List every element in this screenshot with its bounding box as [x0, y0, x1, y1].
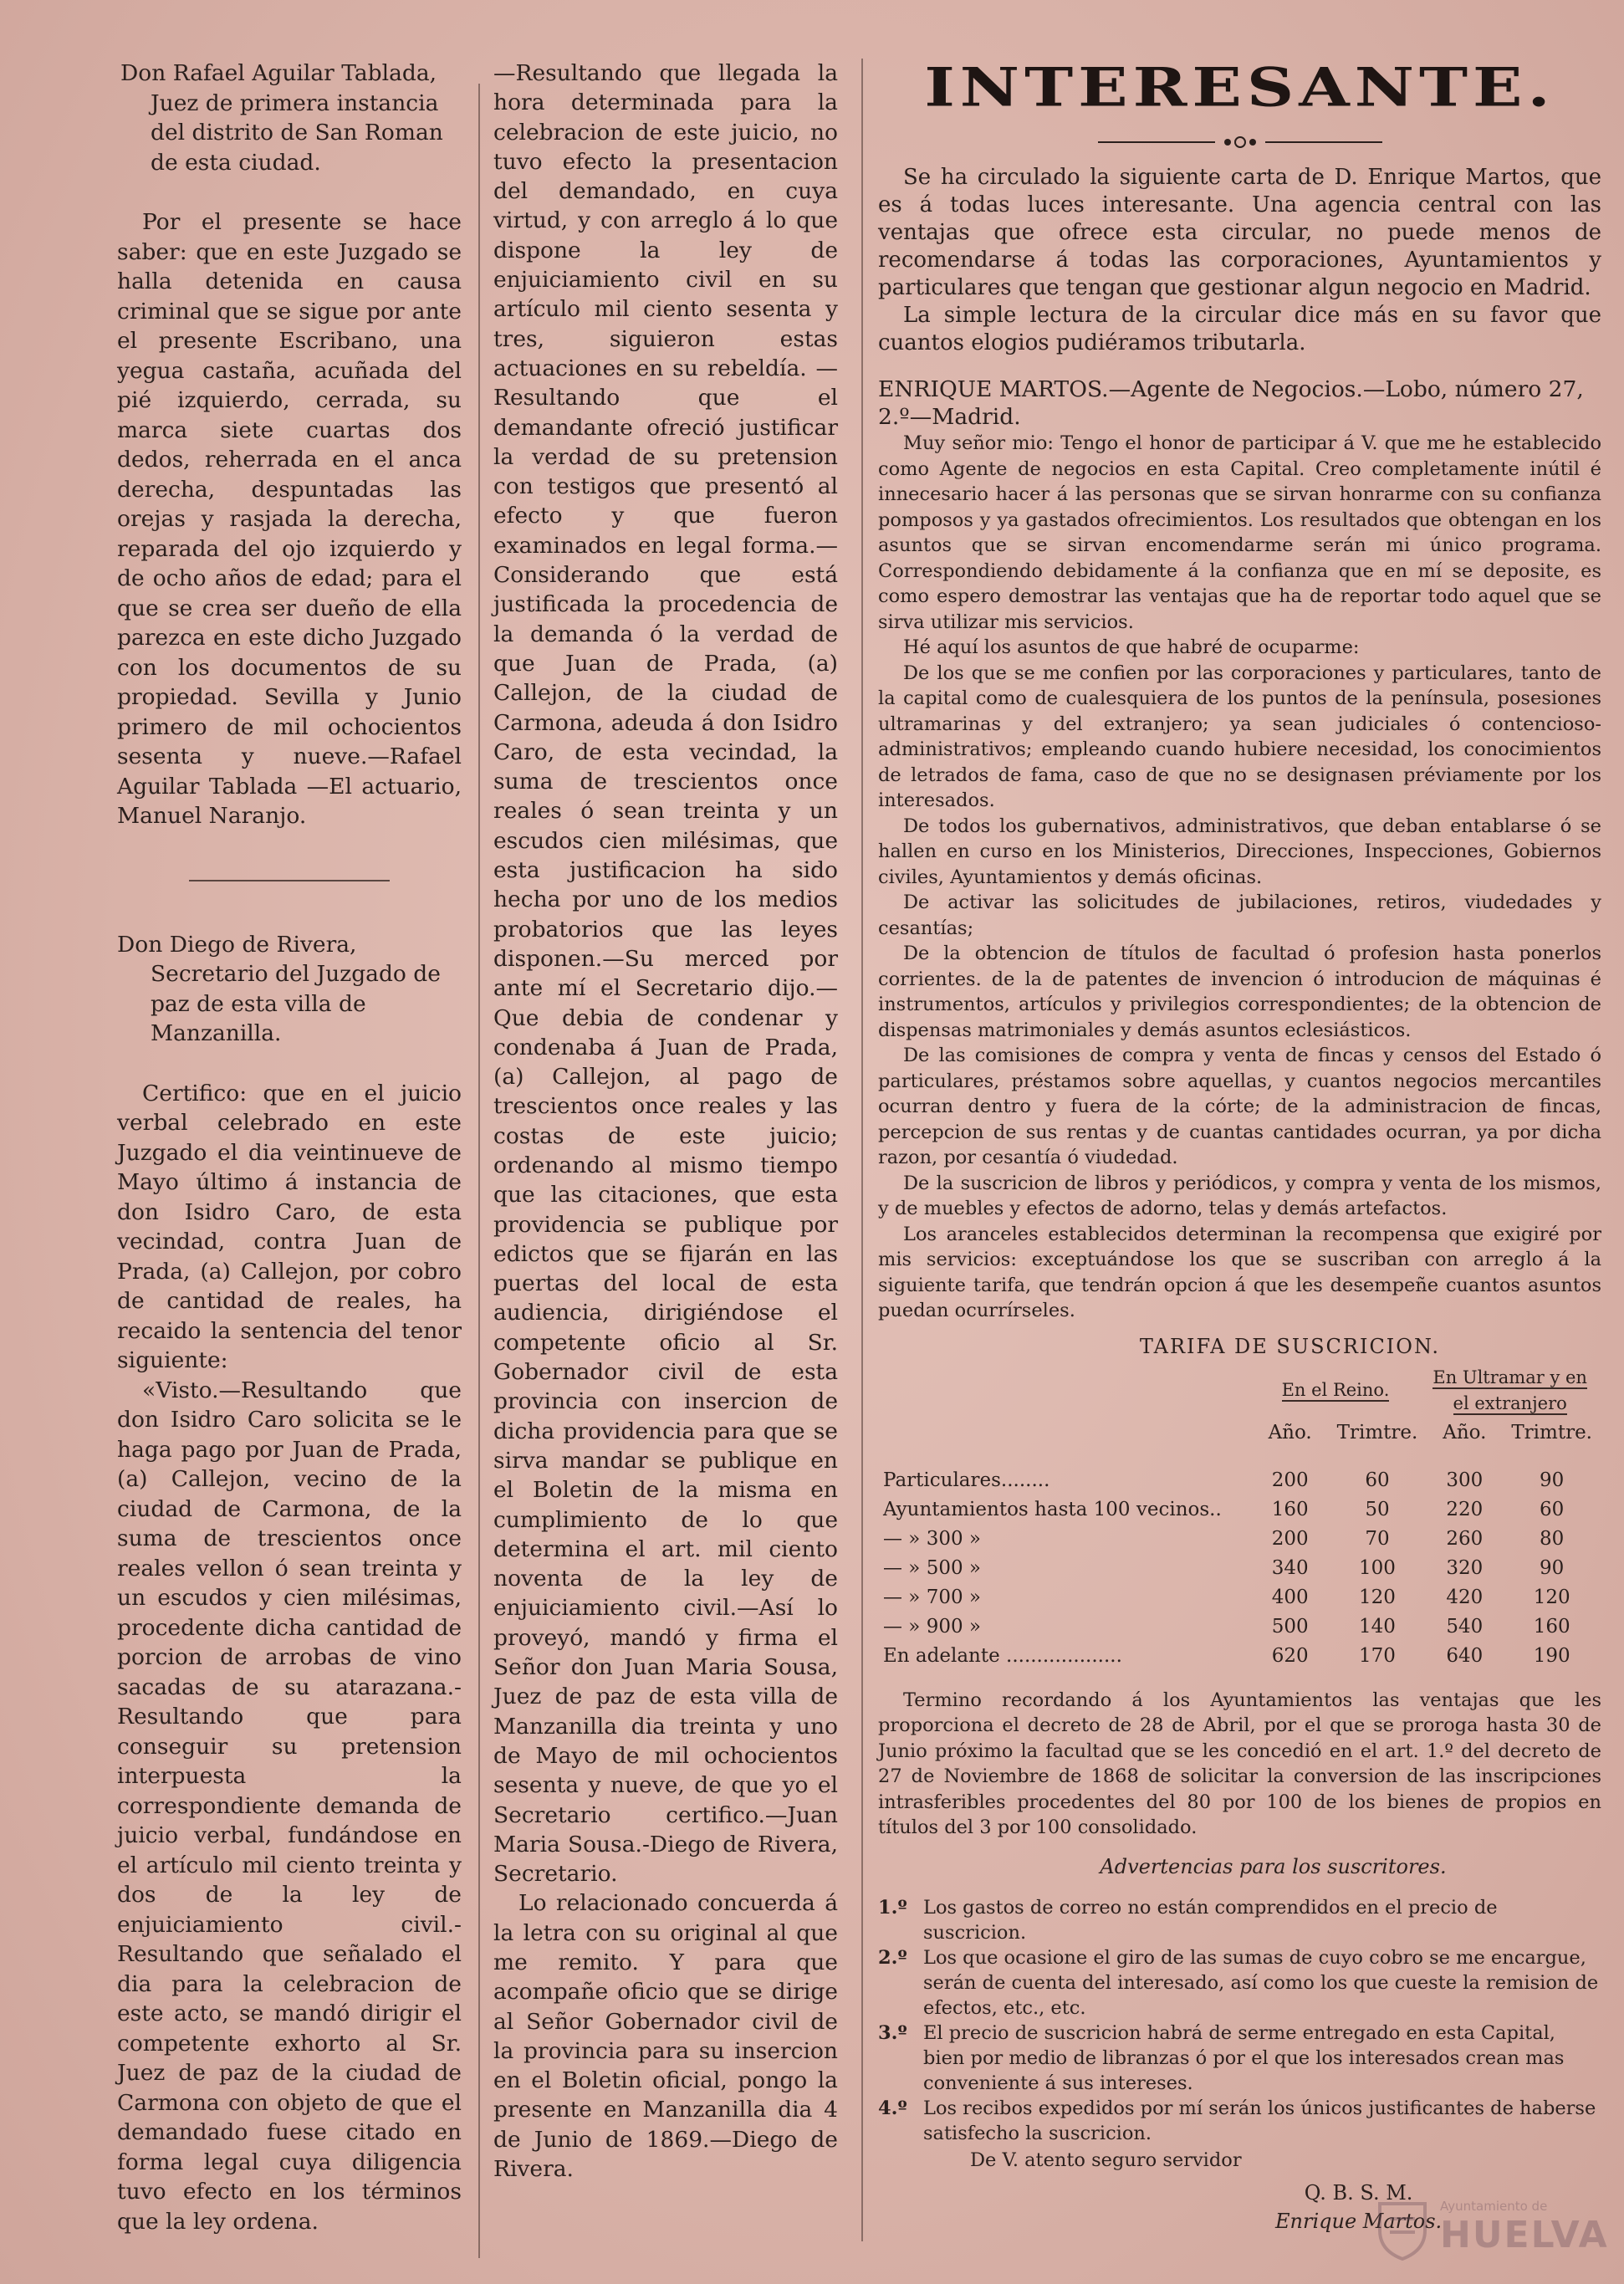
- closing-line: De V. atento seguro servidor: [970, 2149, 1242, 2171]
- advertencias-title: Advertencias para los suscritores.: [1100, 1854, 1447, 1878]
- letter-p8: De la suscricion de libros y periódicos, y compra y venta de los mismos, y de muebles y efectos de adorno, telas y demás artefactos.: [878, 1172, 1601, 1219]
- tarifa-cell: 90: [1540, 1469, 1565, 1491]
- tarifa-cell: 170: [1359, 1644, 1396, 1667]
- tarifa-row-label: — » 500 »: [883, 1556, 981, 1579]
- list-item-text: Los que ocasione el giro de las sumas de cuyo cobro se me encargue, serán de cuenta del interesado, así como los que cueste la remision de efectos, etc., etc.: [923, 1946, 1599, 2019]
- list-item-number: 3.º: [878, 2021, 907, 2044]
- tarifa-cell: 640: [1446, 1644, 1484, 1667]
- letter-p5: De activar las solicitudes de jubilaciones, retiros, viudedades y cesantías;: [878, 892, 1601, 939]
- page-title: INTERESANTE.: [924, 56, 1555, 120]
- tarifa-row-label: — » 900 »: [883, 1615, 981, 1638]
- sentence-text: —Resultando que llegada la hora determinada para la celebracion de este juicio, no tuvo efecto la presentacion del demandado, en cuya virtud, y con arreglo á lo que dispone la ley de enjuiciamiento civil en su artículo mil ciento sesenta y tres, siguieron estas actuaciones en su rebeldía. —Resultando que el demandante ofreció justificar la verdad de su pretension con testigos que presentó al efecto y que fueron examinados en legal forma.—Considerando que está justificada la procedencia de la demanda ó la verdad de que Juan de Prada, (a) Callejon, de la ciudad de Carmona, adeuda á don Isidro Caro, de esta vecindad, la suma de trescientos once reales ó sean treinta y un escudos cien milésimas, que esta justificacion ha sido hecha por uno de los medios probatorios que las leyes disponen.—Su merced por ante mí el Secretario dijo.—Que debia de condenar y condenaba á Juan de Prada, (a) Callejon, al pago de trescientos once reales y las costas de este juicio; ordenando al mismo tiempo que las citaciones, que esta providencia se publique por edictos que se fijarán en las puertas del local de esta audiencia, dirigiéndose el competente oficio al Sr. Gobernador civil de esta provincia con insercion de dicha providencia para que se sirva mandar se publique en el Boletin de la misma en cumplimiento de lo que determina el art. mil ciento noventa de la ley de enjuiciamiento civil.—Así lo proveyó, mandó y firma el Señor don Juan Maria Sousa, Juez de paz de esta villa de Manzanilla dia treinta y uno de Mayo de mil ochocientos sesenta y nueve, de que yo el Secretario certifico.—Juan Maria Sousa.-Diego de Rivera, Secretario.: [493, 60, 838, 1888]
- tarifa-cell: 200: [1271, 1469, 1309, 1491]
- tarifa-cell: 220: [1446, 1498, 1484, 1520]
- tarifa-cell: 140: [1359, 1615, 1396, 1638]
- tarifa-row-label: — » 700 »: [883, 1586, 981, 1608]
- tarifa-cell: 70: [1365, 1527, 1390, 1550]
- certification-text: Lo relacionado concuerda á la letra con su original al que me remito. Y para que acompañe oficio que se dirige al Señor Gobernador civil de la provincia para su insercion en el Boletin oficial, pongo la presente en Manzanilla dia 4 de Junio de 1869.—Diego de Rivera.: [493, 1890, 838, 2183]
- signature-name: Enrique Martos.: [1275, 2210, 1443, 2233]
- edict-heading-1: Don Rafael Aguilar Tablada, Juez de primera instancia del distrito de San Roman de esta ciudad.: [120, 60, 443, 176]
- edict-body-3: «Visto.—Resultando que don Isidro Caro solicita se le haga pago por Juan de Prada, (a) Callejon, vecino de la ciudad de Carmona, de la suma de trescientos once reales vellon ó sean treinta y un escudos y cien milésimas, procedente dicha cantidad de porcion de arrobas de vino sacadas de su atarazana.-Resultando que para conseguir su pretension interpuesta la correspondiente demanda de juicio verbal, fundándose en el artículo mil ciento treinta y dos de la ley de enjuiciamiento civil.-Resultando que señalado el dia para la celebracion de este acto, se mandó dirigir el competente exhorto al Sr. Juez de paz de la ciudad de Carmona con objeto de que el demandado fuese citado en forma legal cuya diligencia tuvo efecto en los términos que la ley ordena.: [117, 1377, 462, 2235]
- letter-p3: De los que se me confien por las corporaciones y particulares, tanto de la capital como de cualesquiera de los puntos de la península, posesiones ultramarinas y del extranjero; ya sean judiciales ó contencioso-administrativos; empleando cuando hubiere necesidad, los conocimientos de letrados de fama, caso de que no se designasen préviamente por los interesados.: [878, 662, 1601, 811]
- watermark-line-1: Ayuntamiento de: [1440, 2199, 1548, 2214]
- tarifa-cell: 400: [1271, 1586, 1309, 1608]
- closing-paragraph: Termino recordando á los Ayuntamientos las ventajas que les proporciona el decreto de 28 de Abril, por el que se proroga hasta 30 de Junio próximo la facultad que se les concedió en el art. 1.º del decreto de 27 de Noviembre de 1868 de solicitar la conversion de las inscripciones intrasferibles procedentes del 80 por 100 de los bienes de propios en títulos del 3 por 100 consolidado.: [878, 1689, 1601, 1838]
- tarifa-cell: 540: [1446, 1615, 1484, 1638]
- tarifa-cell: 50: [1365, 1498, 1390, 1520]
- tarifa-title: TARIFA DE SUSCRICION.: [1139, 1334, 1441, 1358]
- column-rule-1: [478, 84, 480, 2258]
- tarifa-row-label: En adelante ...................: [883, 1644, 1122, 1667]
- watermark-line-2: HUELVA: [1440, 2214, 1609, 2256]
- divider: [189, 880, 390, 881]
- tarifa-header-reino: En el Reino.: [1281, 1380, 1390, 1400]
- tarifa-row-label: Ayuntamientos hasta 100 vecinos..: [883, 1498, 1222, 1520]
- tarifa-cell: 200: [1271, 1527, 1309, 1550]
- list-item-text: Los recibos expedidos por mí serán los únicos justificantes de haberse satisfecho la suscricion.: [923, 2097, 1596, 2144]
- qbsm: Q. B. S. M.: [1304, 2181, 1413, 2205]
- advertencias-list: [878, 1895, 1601, 2146]
- intro-paragraph-2: La simple lectura de la circular dice más en su favor que cuantos elogios pudiéramos tributarla.: [878, 303, 1601, 355]
- letter-p1: Muy señor mio: Tengo el honor de participar á V. que me he establecido como Agente de negocios en esta Capital. Creo completamente inútil é innecesario hacer á las personas que se sirvan honrarme con su confianza pomposos y ya gastados ofrecimientos. Los resultados que obtengan en los asuntos que se sirvan encomendarme serán mi único programa. Correspondiendo debidamente á la confianza que en mí se deposite, es como espero demostrar las ventajas que ha de reportar todo aquel que se sirva utilizar mis servicios.: [878, 432, 1601, 633]
- tarifa-row-label: — » 300 »: [883, 1527, 981, 1550]
- list-item: [878, 1895, 1601, 1945]
- tarifa-cell: 420: [1446, 1586, 1484, 1608]
- archive-watermark: [1373, 2195, 1609, 2261]
- list-item-number: 2.º: [878, 1946, 907, 1969]
- letter-p4: De todos los gubernativos, administrativos, que deban entablarse ó se hallen en curso en los Ministerios, Direcciones, Inspecciones, Gobiernos civiles, Ayuntamientos y demás oficinas.: [878, 815, 1601, 888]
- ornament-icon: [1098, 135, 1382, 149]
- tarifa-cell: 120: [1359, 1586, 1396, 1608]
- list-item-text: El precio de suscricion habrá de serme entregado en esta Capital, bien por medio de libranzas ó por el que los interesados crean mas conveniente á sus intereses.: [923, 2021, 1565, 2094]
- tarifa-cell: 100: [1359, 1556, 1396, 1579]
- tarifa-cell: 190: [1533, 1644, 1570, 1667]
- tarifa-cell: 120: [1533, 1586, 1570, 1608]
- list-item-number: 4.º: [878, 2097, 907, 2119]
- tarifa-rows: [878, 1466, 1597, 1671]
- letter-p2: Hé aquí los asuntos de que habré de ocuparme:: [903, 636, 1360, 658]
- tarifa-cell: 340: [1271, 1556, 1309, 1579]
- table-row: [878, 1466, 1597, 1495]
- tarifa-cell: 620: [1271, 1644, 1309, 1667]
- table-row: [878, 1642, 1597, 1671]
- tarifa-cell: 90: [1540, 1556, 1565, 1579]
- tarifa-cell: 60: [1540, 1498, 1565, 1520]
- list-item-text: Los gastos de correo no están comprendidos en el precio de suscricion.: [923, 1896, 1498, 1944]
- list-item-number: 1.º: [878, 1896, 907, 1919]
- table-row: [878, 1554, 1597, 1583]
- tarifa-cell: 260: [1446, 1527, 1484, 1550]
- col-header-ano: Año.: [1443, 1421, 1487, 1443]
- list-item: [878, 2096, 1601, 2146]
- intro-paragraph-1: Se ha circulado la siguiente carta de D. Enrique Martos, que es á todas luces interesante. Una agencia central con las ventajas que ofrece esta circular, no puede menos de recomendarse á todas las corporaciones, Ayuntamientos y particulares que tengan que gestionar algun negocio en Madrid.: [878, 165, 1601, 300]
- table-row: [878, 1612, 1597, 1642]
- tarifa-cell: 160: [1533, 1615, 1570, 1638]
- city-crest-icon: [1373, 2195, 1432, 2261]
- column-rule-2: [861, 59, 863, 2241]
- tarifa-table: [878, 1363, 1597, 1671]
- col-header-ano: Año.: [1268, 1421, 1312, 1443]
- column-3: [878, 56, 1601, 2173]
- edict-heading-2: Don Diego de Rivera, Secretario del Juzgado de paz de esta villa de Manzanilla.: [117, 931, 441, 1046]
- list-item: [878, 2021, 1601, 2096]
- col-header-trimestre: Trimtre.: [1511, 1421, 1592, 1443]
- letter-p9: Los aranceles establecidos determinan la recompensa que exigiré por mis servicios: exceptuándose los que se suscriban con arreglo á la siguiente tarifa, que tendrán opcion á que les desempeñe cuantos asuntos puedan ocurrírseles.: [878, 1223, 1601, 1321]
- tarifa-cell: 60: [1365, 1469, 1390, 1491]
- letter-p6: De la obtencion de títulos de facultad ó profesion hasta ponerlos corrientes. de la de patentes de invencion ó introducion de máquinas é instrumentos, artículos y privilegios correspondientes; de la obtencion de dispensas matrimoniales y demás asuntos eclesiásticos.: [878, 943, 1601, 1041]
- col-header-trimestre: Trimtre.: [1336, 1421, 1418, 1443]
- tarifa-cell: 300: [1446, 1469, 1484, 1491]
- column-2: [493, 59, 838, 2184]
- tarifa-cell: 500: [1271, 1615, 1309, 1638]
- edict-body-1: Por el presente se hace saber: que en este Juzgado se halla detenida en causa criminal que se sigue por ante el presente Escribano, una yegua castaña, acuñada del pié izquierdo, cerrada, su marca siete cuartas dos dedos, reherrada en el anca derecha, despuntadas las orejas y rasjada la derecha, reparada del ojo izquierdo y de ocho años de edad; para el que se crea ser dueño de ella parezca en este dicho Juzgado con los documentos de su propiedad. Sevilla y Junio primero de mil ochocientos sesenta y nueve.—Rafael Aguilar Tablada —El actuario, Manuel Naranjo.: [117, 209, 462, 829]
- table-row: [878, 1583, 1597, 1612]
- edict-body-2: Certifico: que en el juicio verbal celebrado en este Juzgado el dia veintinueve de Mayo último á instancia de don Isidro Caro, de esta vecindad, contra Juan de Prada, (a) Callejon, por cobro de cantidad de reales, ha recaido la sentencia del tenor siguiente:: [117, 1080, 462, 1373]
- tarifa-cell: 80: [1540, 1527, 1565, 1550]
- table-row: [878, 1495, 1597, 1525]
- list-item: [878, 1945, 1601, 2021]
- tarifa-header-ultramar: En Ultramar y en el extranjero: [1432, 1367, 1587, 1413]
- table-row: [878, 1525, 1597, 1554]
- tarifa-cell: 160: [1271, 1498, 1309, 1520]
- letter-p7: De las comisiones de compra y venta de fincas y censos del Estado ó particulares, préstamos sobre aquellas, y cuantos negocios mercantiles ocurran dentro y fuera de la córte; de la administracion de fincas, percepcion de sus rentas y de cuantas cantidades ocurran, ya por dicha razon, por cesantía ó viudedad.: [878, 1045, 1601, 1168]
- column-1: [117, 59, 462, 2236]
- tarifa-cell: 320: [1446, 1556, 1484, 1579]
- sender-line: ENRIQUE MARTOS.—Agente de Negocios.—Lobo, número 27, 2.º—Madrid.: [878, 376, 1584, 430]
- tarifa-row-label: Particulares........: [883, 1469, 1050, 1491]
